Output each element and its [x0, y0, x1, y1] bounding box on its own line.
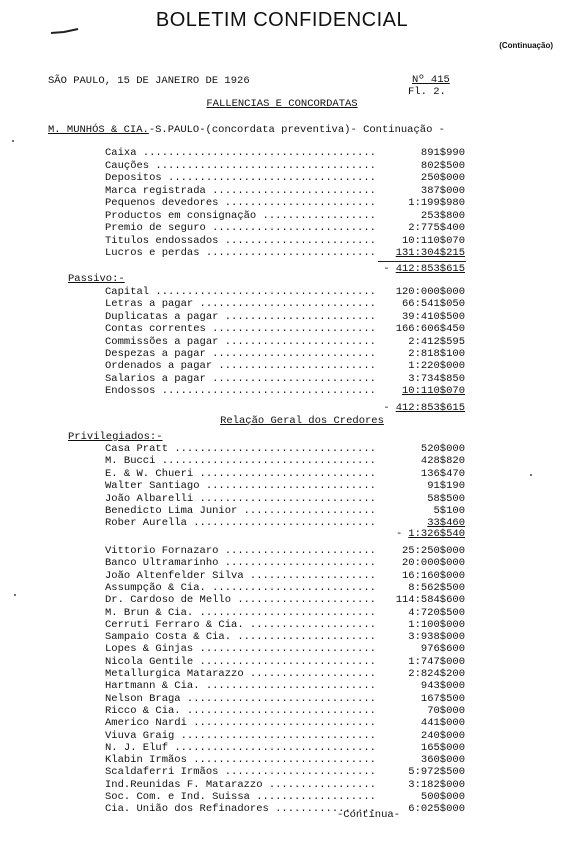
ledger-item: Metallurgica Matarazzo .....: [105, 668, 375, 680]
ledger-row: [105, 717, 465, 729]
ledger-amount: 500$000: [375, 791, 465, 803]
ledger-item: Klabin Irmãos .....: [105, 754, 375, 766]
ledger-amount: 3:182$000: [375, 779, 465, 791]
ledger-amount: 20:000$000: [375, 557, 465, 569]
bulletin-title: BOLETIM CONFIDENCIAL: [155, 9, 409, 31]
continuation-label: (Continuação): [499, 41, 553, 50]
ledger-amount: 1:747$000: [375, 656, 465, 668]
ledger-item: Caixa .....: [105, 147, 375, 159]
ledger-item: E. & W. Chueri .....: [105, 468, 375, 480]
ledger-row: [105, 222, 465, 234]
ledger-item: Ordenados a pagar .....: [105, 360, 375, 372]
ledger-item: João Altenfelder Silva .....: [105, 570, 375, 582]
ledger-amount: 66:541$050: [375, 298, 465, 310]
ledger-row: [105, 619, 465, 631]
bulletin-number: Nº 415: [412, 74, 450, 86]
ledger-row: [105, 373, 465, 385]
ledger-amount: 360$000: [375, 754, 465, 766]
speck: [12, 140, 14, 142]
ledger-item: Productos em consignação .....: [105, 210, 375, 222]
ledger-row: [105, 582, 465, 594]
ledger-row: [105, 656, 465, 668]
ledger-row: [105, 594, 465, 606]
ledger-amount: 167$500: [375, 693, 465, 705]
ledger-item: M. Bucci .....: [105, 455, 375, 467]
ledger-row: [105, 210, 465, 222]
ledger-row: [105, 668, 465, 680]
ledger-amount: 58$500: [375, 493, 465, 505]
ledger-row: [105, 742, 465, 754]
ledger-row: [105, 557, 465, 569]
ledger-item: Scaldaferri Irmãos .....: [105, 766, 375, 778]
ledger-amount: 91$190: [375, 480, 465, 492]
ledger-item: Sampaio Costa & Cia. .....: [105, 631, 375, 643]
ledger-item: Americo Nardi .....: [105, 717, 375, 729]
ledger-item: João Albarelli .....: [105, 493, 375, 505]
ledger-amount: 165$000: [375, 742, 465, 754]
creditors-title: Relação Geral dos Credores: [220, 415, 384, 427]
ledger-row: [105, 791, 465, 803]
ledger-row: [105, 643, 465, 655]
ledger-row: [105, 172, 465, 184]
ledger-amount: 3:734$850: [375, 373, 465, 385]
ledger-amount: 2:775$400: [375, 222, 465, 234]
ledger-row: [105, 680, 465, 692]
ledger-row: [105, 505, 465, 517]
ledger-item: Viuva Graig .....: [105, 730, 375, 742]
ledger-item: Salarios a pagar .....: [105, 373, 375, 385]
ledger-row: [105, 360, 465, 372]
dateline: SÃO PAULO, 15 DE JANEIRO DE 1926: [48, 75, 250, 87]
ledger-amount: 70$000: [375, 705, 465, 717]
ledger-amount: 891$990: [375, 147, 465, 159]
ledger-item: Marca registrada .....: [105, 185, 375, 197]
ledger-item: Casa Pratt .....: [105, 443, 375, 455]
ledger-row: [105, 385, 465, 397]
liabilities-label: Passivo:-: [68, 273, 125, 285]
assets-rule: [378, 261, 466, 262]
ledger-row: [105, 693, 465, 705]
ledger-item: Lopes & Ginjas .....: [105, 643, 375, 655]
ledger-amount: 387$000: [375, 185, 465, 197]
ledger-item: Despezas a pagar .....: [105, 348, 375, 360]
ledger-row: [105, 545, 465, 557]
ledger-amount: 131:304$215: [375, 247, 465, 259]
ledger-amount: 6:025$000: [375, 803, 465, 815]
liabilities-total: - 412:853$615: [383, 402, 465, 414]
ledger-amount: 1:199$980: [375, 197, 465, 209]
ledger-amount: 253$800: [375, 210, 465, 222]
ledger-item: Depositos .....: [105, 172, 375, 184]
ledger-row: [105, 235, 465, 247]
ledger-amount: 250$000: [375, 172, 465, 184]
ledger-amount: 120:000$000: [375, 286, 465, 298]
ledger-item: Duplicatas a pagar .....: [105, 311, 375, 323]
ledger-amount: 16:160$000: [375, 570, 465, 582]
ledger-amount: 136$470: [375, 468, 465, 480]
ledger-amount: 39:410$500: [375, 311, 465, 323]
ledger-item: Assumpção & Cia. .....: [105, 582, 375, 594]
ledger-amount: 520$000: [375, 443, 465, 455]
ledger-item: Soc. Com. e Ind. Suissa .....: [105, 791, 375, 803]
ledger-item: N. J. Eluf .....: [105, 742, 375, 754]
ledger-amount: 5$100: [375, 505, 465, 517]
ledger-item: Cerruti Ferraro & Cia. .....: [105, 619, 375, 631]
ledger-row: [105, 185, 465, 197]
company-name: M. MUNHÓS & CIA.: [48, 124, 149, 136]
ledger-amount: 8:562$500: [375, 582, 465, 594]
ledger-row: [105, 730, 465, 742]
ledger-amount: 802$500: [375, 160, 465, 172]
ledger-row: [105, 754, 465, 766]
ledger-item: Titulos endossados .....: [105, 235, 375, 247]
ledger-row: [105, 348, 465, 360]
ledger-amount: 5:972$500: [375, 766, 465, 778]
company-details: -S.PAULO-(concordata preventiva)- Continuação -: [148, 124, 445, 136]
privileged-label: Privilegiados:-: [68, 431, 163, 443]
ledger-item: Nelson Braga .....: [105, 693, 375, 705]
ledger-row: [105, 323, 465, 335]
ledger-amount: 10:110$070: [375, 235, 465, 247]
ledger-item: Cia. União dos Refinadores .....: [105, 803, 375, 815]
ledger-amount: 4:720$500: [375, 607, 465, 619]
ledger-row: [105, 493, 465, 505]
ledger-amount: 240$000: [375, 730, 465, 742]
speck: [530, 474, 532, 476]
ledger-row: [105, 607, 465, 619]
ledger-amount: 2:824$200: [375, 668, 465, 680]
ledger-amount: 1:100$000: [375, 619, 465, 631]
ledger-row: [105, 443, 465, 455]
ledger-amount: 2:412$595: [375, 336, 465, 348]
ledger-row: [105, 705, 465, 717]
ledger-row: [105, 298, 465, 310]
ledger-item: Hartmann & Cia. .....: [105, 680, 375, 692]
ledger-item: Endossos .....: [105, 385, 375, 397]
ledger-amount: 1:220$000: [375, 360, 465, 372]
ledger-row: [105, 247, 465, 259]
ledger-row: [105, 803, 465, 815]
ledger-row: [105, 570, 465, 582]
ledger-item: Ind.Reunidas F. Matarazzo .....: [105, 779, 375, 791]
ledger-amount: 943$000: [375, 680, 465, 692]
ledger-item: Commissões a pagar .....: [105, 336, 375, 348]
section-title: FALLENCIAS E CONCORDATAS: [206, 98, 358, 110]
ink-mark-icon: [50, 28, 80, 36]
privileged-total: - 1:326$540: [395, 528, 465, 540]
ledger-amount: 2:818$100: [375, 348, 465, 360]
sheet-number: Fl. 2.: [408, 86, 446, 98]
ledger-item: Letras a pagar .....: [105, 298, 375, 310]
ledger-item: Ricco & Cia. .....: [105, 705, 375, 717]
ledger-row: [105, 311, 465, 323]
ledger-amount: 166:606$450: [375, 323, 465, 335]
ledger-item: Capital .....: [105, 286, 375, 298]
ledger-item: Premio de seguro .....: [105, 222, 375, 234]
ledger-amount: 114:584$600: [375, 594, 465, 606]
ledger-row: [105, 286, 465, 298]
ledger-row: [105, 468, 465, 480]
ledger-amount: 441$000: [375, 717, 465, 729]
ledger-row: [105, 147, 465, 159]
ledger-item: Contas correntes .....: [105, 323, 375, 335]
ledger-amount: 10:110$070: [375, 385, 465, 397]
ledger-item: Vittorio Fornazaro .....: [105, 545, 375, 557]
ledger-item: Banco Ultramarinho .....: [105, 557, 375, 569]
ledger-amount: 428$820: [375, 455, 465, 467]
ledger-item: Cauções .....: [105, 160, 375, 172]
ledger-row: [105, 336, 465, 348]
ledger-item: Nicola Gentile .....: [105, 656, 375, 668]
ledger-amount: 25:250$000: [375, 545, 465, 557]
ledger-item: Benedicto Lima Junior .....: [105, 505, 375, 517]
ledger-row: [105, 197, 465, 209]
speck: [14, 594, 16, 596]
ledger-row: [105, 766, 465, 778]
ledger-item: Pequenos devedores .....: [105, 197, 375, 209]
ledger-amount: 976$600: [375, 643, 465, 655]
ledger-row: [105, 631, 465, 643]
ledger-row: [105, 160, 465, 172]
ledger-amount: 3:938$000: [375, 631, 465, 643]
ledger-row: [105, 455, 465, 467]
assets-total: - 412:853$615: [383, 263, 465, 275]
company-heading: [48, 124, 445, 136]
ledger-row: [105, 480, 465, 492]
ledger-item: Dr. Cardoso de Mello .....: [105, 594, 375, 606]
ledger-item: M. Brun & Cia. .....: [105, 607, 375, 619]
continua-footer: -Continua-: [337, 809, 401, 821]
ledger-amount: 33$460: [375, 517, 465, 529]
ledger-item: Rober Aurella .....: [105, 517, 375, 529]
ledger-row: [105, 779, 465, 791]
ledger-item: Lucros e perdas .....: [105, 247, 375, 259]
ledger-item: Walter Santiago .....: [105, 480, 375, 492]
